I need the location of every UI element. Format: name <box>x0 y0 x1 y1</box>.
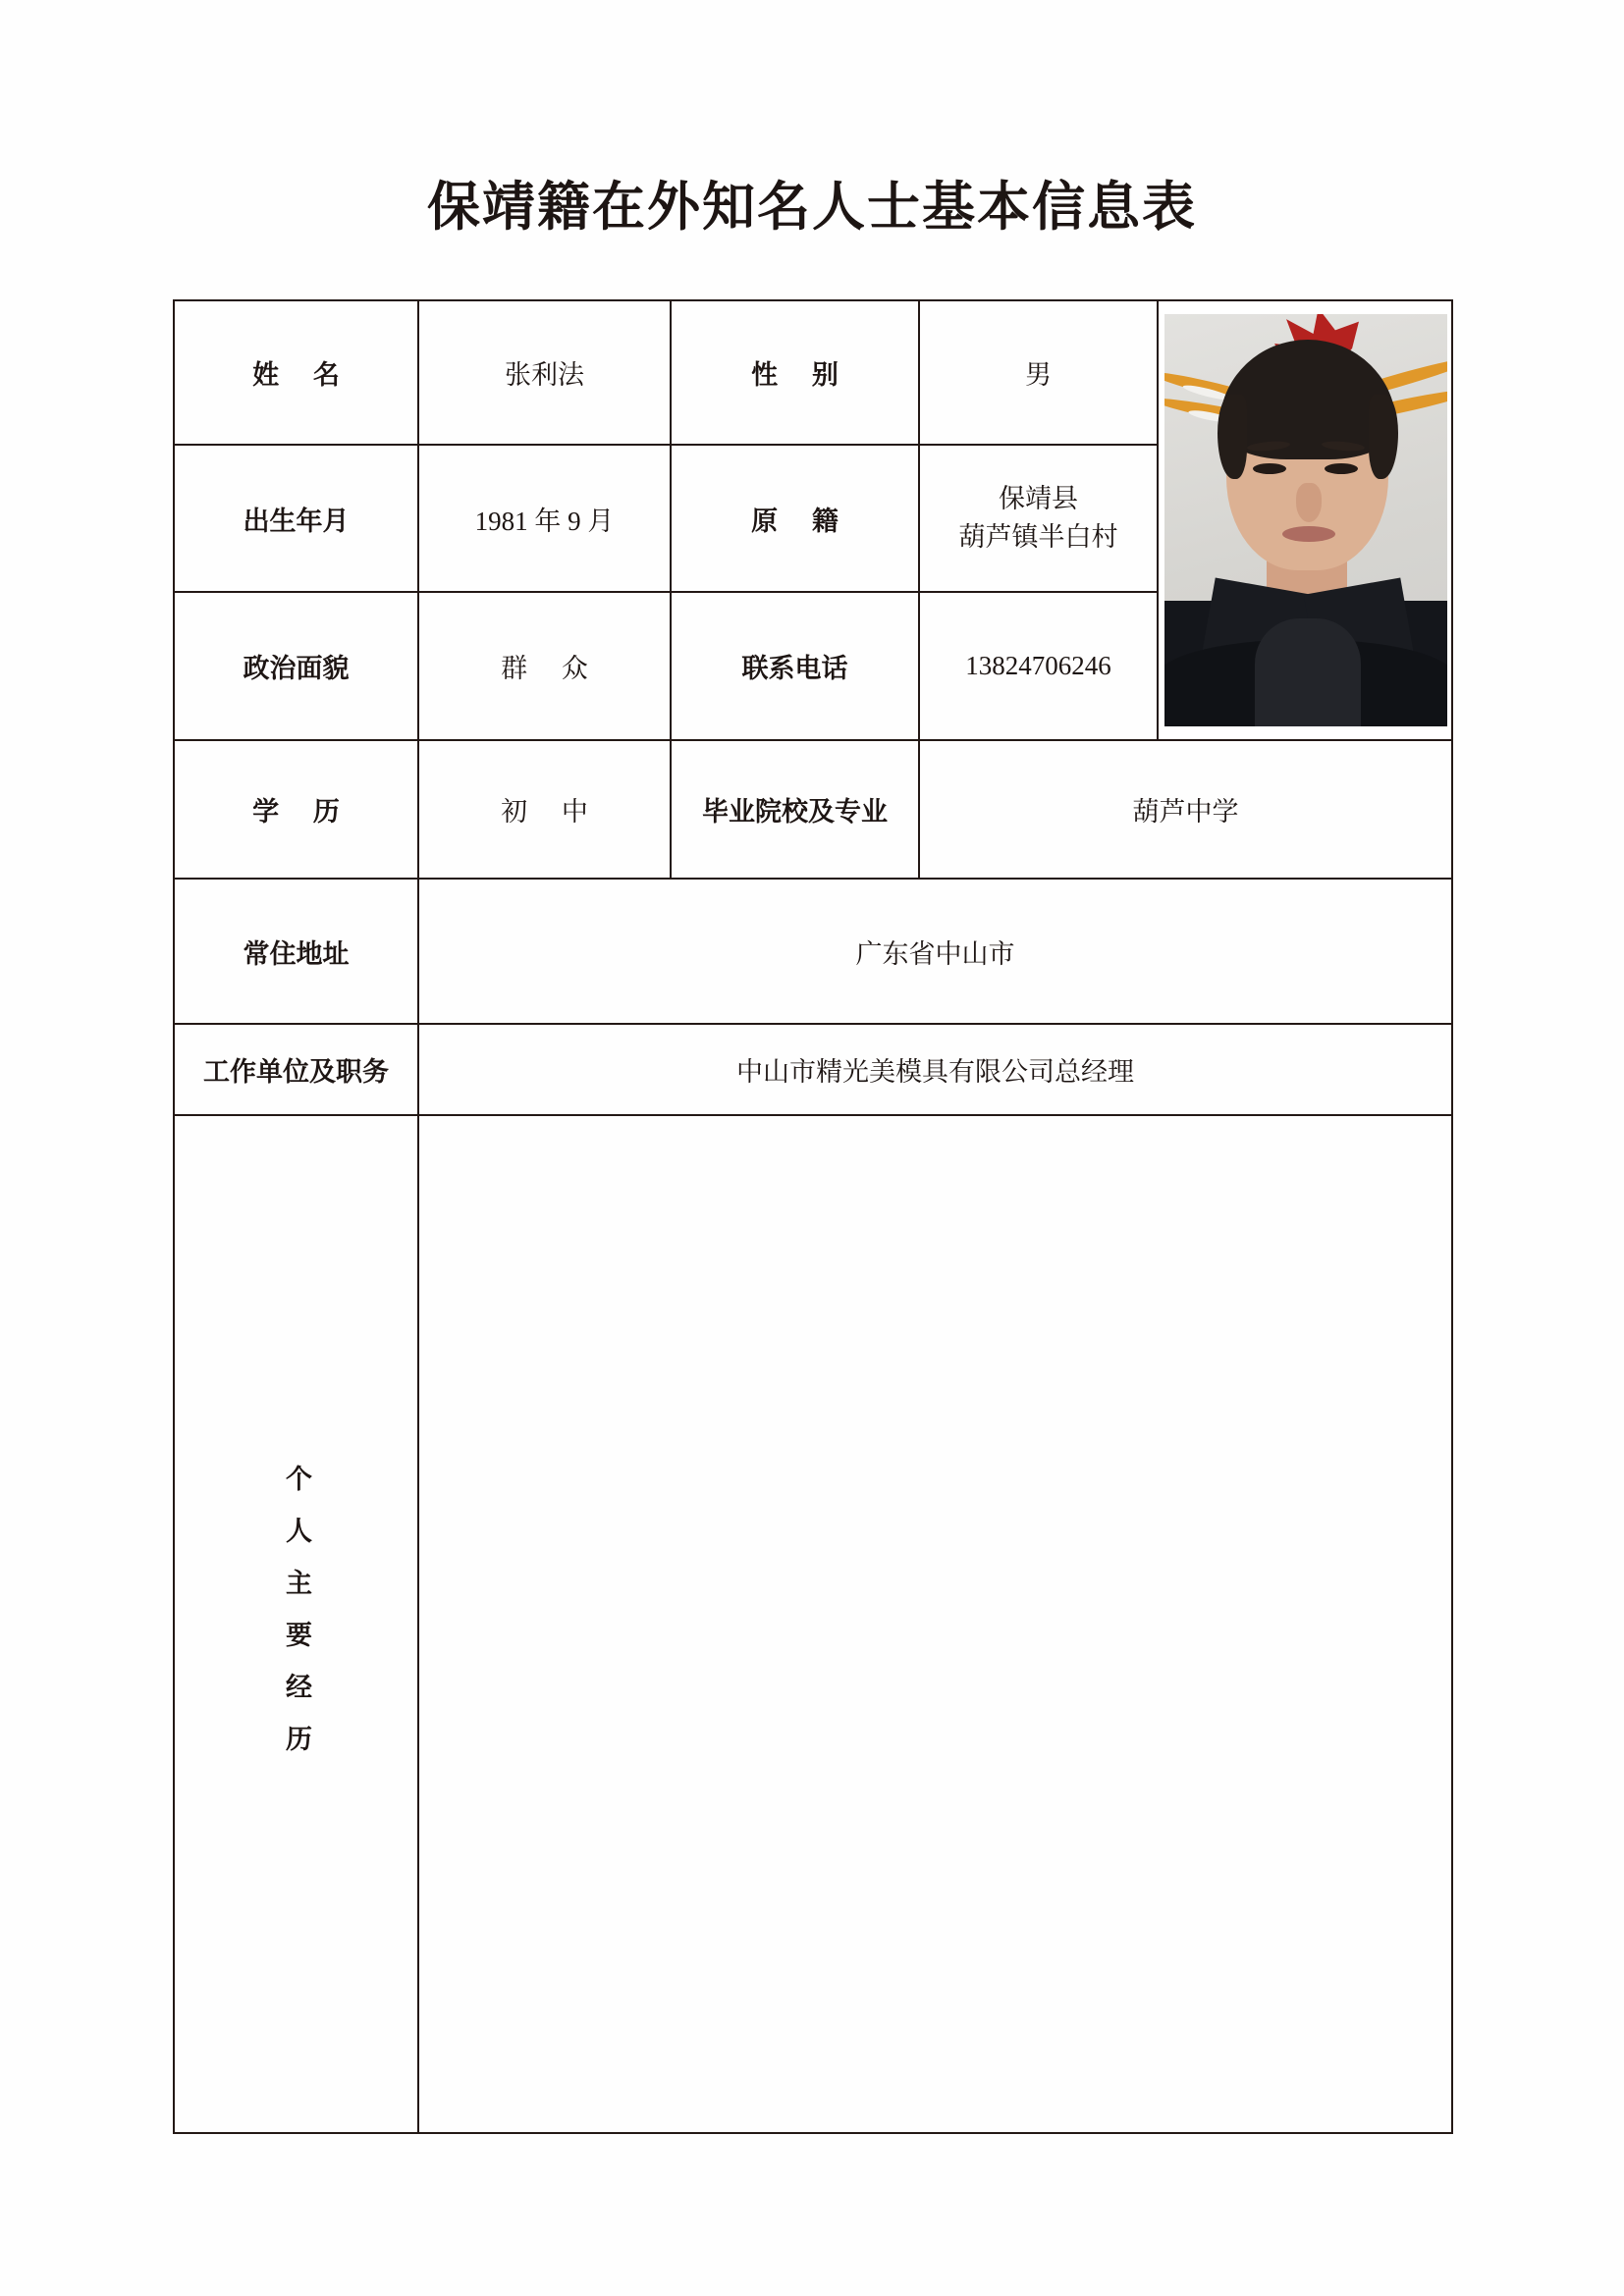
label-name: 姓 名 <box>174 300 418 445</box>
table-row <box>174 1115 1452 2133</box>
portrait-photo <box>1164 314 1447 726</box>
portrait-turtleneck <box>1255 618 1361 726</box>
portrait-hair-left <box>1218 395 1247 479</box>
personal-info-table <box>173 299 1453 2134</box>
table-row <box>174 879 1452 1024</box>
label-residence: 常住地址 <box>174 879 418 1024</box>
page-title: 保靖籍在外知名人士基本信息表 <box>427 178 1197 237</box>
portrait-nose <box>1296 483 1322 522</box>
value-native-place <box>919 445 1158 592</box>
label-phone: 联系电话 <box>671 592 919 740</box>
portrait-eye-left <box>1253 463 1286 474</box>
label-education: 学 历 <box>174 740 418 879</box>
label-school-major: 毕业院校及专业 <box>671 740 919 879</box>
value-employer-position: 中山市精光美模具有限公司总经理 <box>418 1024 1452 1115</box>
value-residence: 广东省中山市 <box>418 879 1452 1024</box>
value-personal-experience[interactable] <box>418 1115 1452 2133</box>
table-row <box>174 1024 1452 1115</box>
label-birth-date: 出生年月 <box>174 445 418 592</box>
table-row <box>174 740 1452 879</box>
value-education: 初 中 <box>418 740 671 879</box>
label-personal-experience-cell <box>174 1115 418 2133</box>
value-political-status: 群 众 <box>418 592 671 740</box>
value-birth-date: 1981 年 9 月 <box>418 445 671 592</box>
label-personal-experience: 个人主要经历 <box>282 1465 311 1777</box>
portrait-photo-cell <box>1158 300 1452 740</box>
value-phone: 13824706246 <box>919 592 1158 740</box>
value-native-place-line1: 保靖县 <box>999 483 1078 513</box>
label-political-status: 政治面貌 <box>174 592 418 740</box>
table-row <box>174 300 1452 445</box>
value-gender: 男 <box>919 300 1158 445</box>
value-name: 张利法 <box>418 300 671 445</box>
label-employer-position: 工作单位及职务 <box>174 1024 418 1115</box>
portrait-mouth <box>1282 526 1335 542</box>
label-native-place: 原 籍 <box>671 445 919 592</box>
value-native-place-line2: 葫芦镇半白村 <box>958 522 1118 552</box>
portrait-eye-right <box>1325 463 1358 474</box>
value-school-major: 葫芦中学 <box>919 740 1452 879</box>
label-gender: 性 别 <box>671 300 919 445</box>
